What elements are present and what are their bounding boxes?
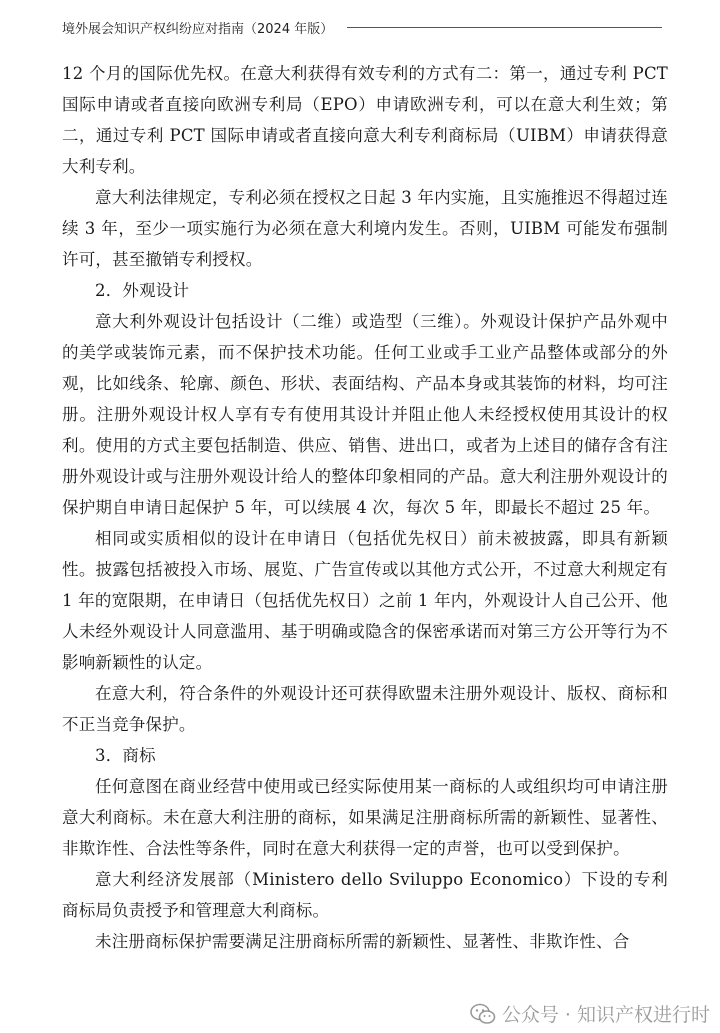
paragraph: 意大利法律规定，专利必须在授权之日起 3 年内实施，且实施推迟不得超过连续 3 年，至少一项实施行为必须在意大利境内发生。否则，UIBM 可能发布强制许可，甚至撤销专利授权。 [62, 188, 668, 269]
watermark [470, 1000, 710, 1027]
section-heading-trademark: 3．商标 [95, 746, 156, 765]
paragraph: 任何意图在商业经营中使用或已经实际使用某一商标的人或组织均可申请注册意大利商标。未在意大利注册的商标，如果满足注册商标所需的新颖性、显著性、非欺诈性、合法性等条件，同时在意大利获得一定的声誉，也可以受到保护。 [62, 777, 668, 858]
header-rule [347, 27, 662, 28]
paragraph: 相同或实质相似的设计在申请日（包括优先权日）前未被披露，即具有新颖性。披露包括被投入市场、展览、广告宣传或以其他方式公开，不过意大利规定有 1 年的宽限期，在申请日（包括优先权日）之前 1 年内，外观设计人自己公开、他人未经外观设计人同意滥用、基于明确或隐含的保密承诺而对第三方公开等行为不影响新颖性的认定。 [62, 529, 668, 672]
watermark-text: 公众号 · 知识产权进行时 [501, 1004, 710, 1026]
document-body [62, 58, 668, 957]
paragraph: 意大利外观设计包括设计（二维）或造型（三维）。外观设计保护产品外观中的美学或装饰元素，而不保护技术功能。任何工业或手工业产品整体或部分的外观，比如线条、轮廓、颜色、形状、表面结构、产品本身或其装饰的材料，均可注册。注册外观设计权人享有专有使用其设计并阻止他人未经授权使用其设计的权利。使用的方式主要包括制造、供应、销售、进出口，或者为上述目的储存含有注册外观设计或与注册外观设计给人的整体印象相同的产品。意大利注册外观设计的保护期自申请日起保护 5 年，可以续展 4 次，每次 5 年，即最长不超过 25 年。 [62, 312, 668, 517]
paragraph: 12 个月的国际优先权。在意大利获得有效专利的方式有二：第一，通过专利 PCT 国际申请或者直接向欧洲专利局（EPO）申请欧洲专利，可以在意大利生效；第二，通过专利 PCT 国际申请或者直接向意大利专利商标局（UIBM）申请获得意大利专利。 [62, 64, 668, 176]
paragraph: 在意大利，符合条件的外观设计还可获得欧盟未注册外观设计、版权、商标和不正当竞争保护。 [62, 684, 668, 734]
page-header [62, 16, 662, 38]
paragraph: 未注册商标保护需要满足注册商标所需的新颖性、显著性、非欺诈性、合 [95, 932, 630, 951]
header-title: 境外展会知识产权纠纷应对指南（2024 年版） [62, 21, 334, 37]
paragraph: 意大利经济发展部（Ministero dello Sviluppo Economico）下设的专利商标局负责授予和管理意大利商标。 [62, 870, 668, 920]
section-heading-design: 2．外观设计 [95, 281, 190, 300]
wechat-icon [470, 1003, 496, 1025]
